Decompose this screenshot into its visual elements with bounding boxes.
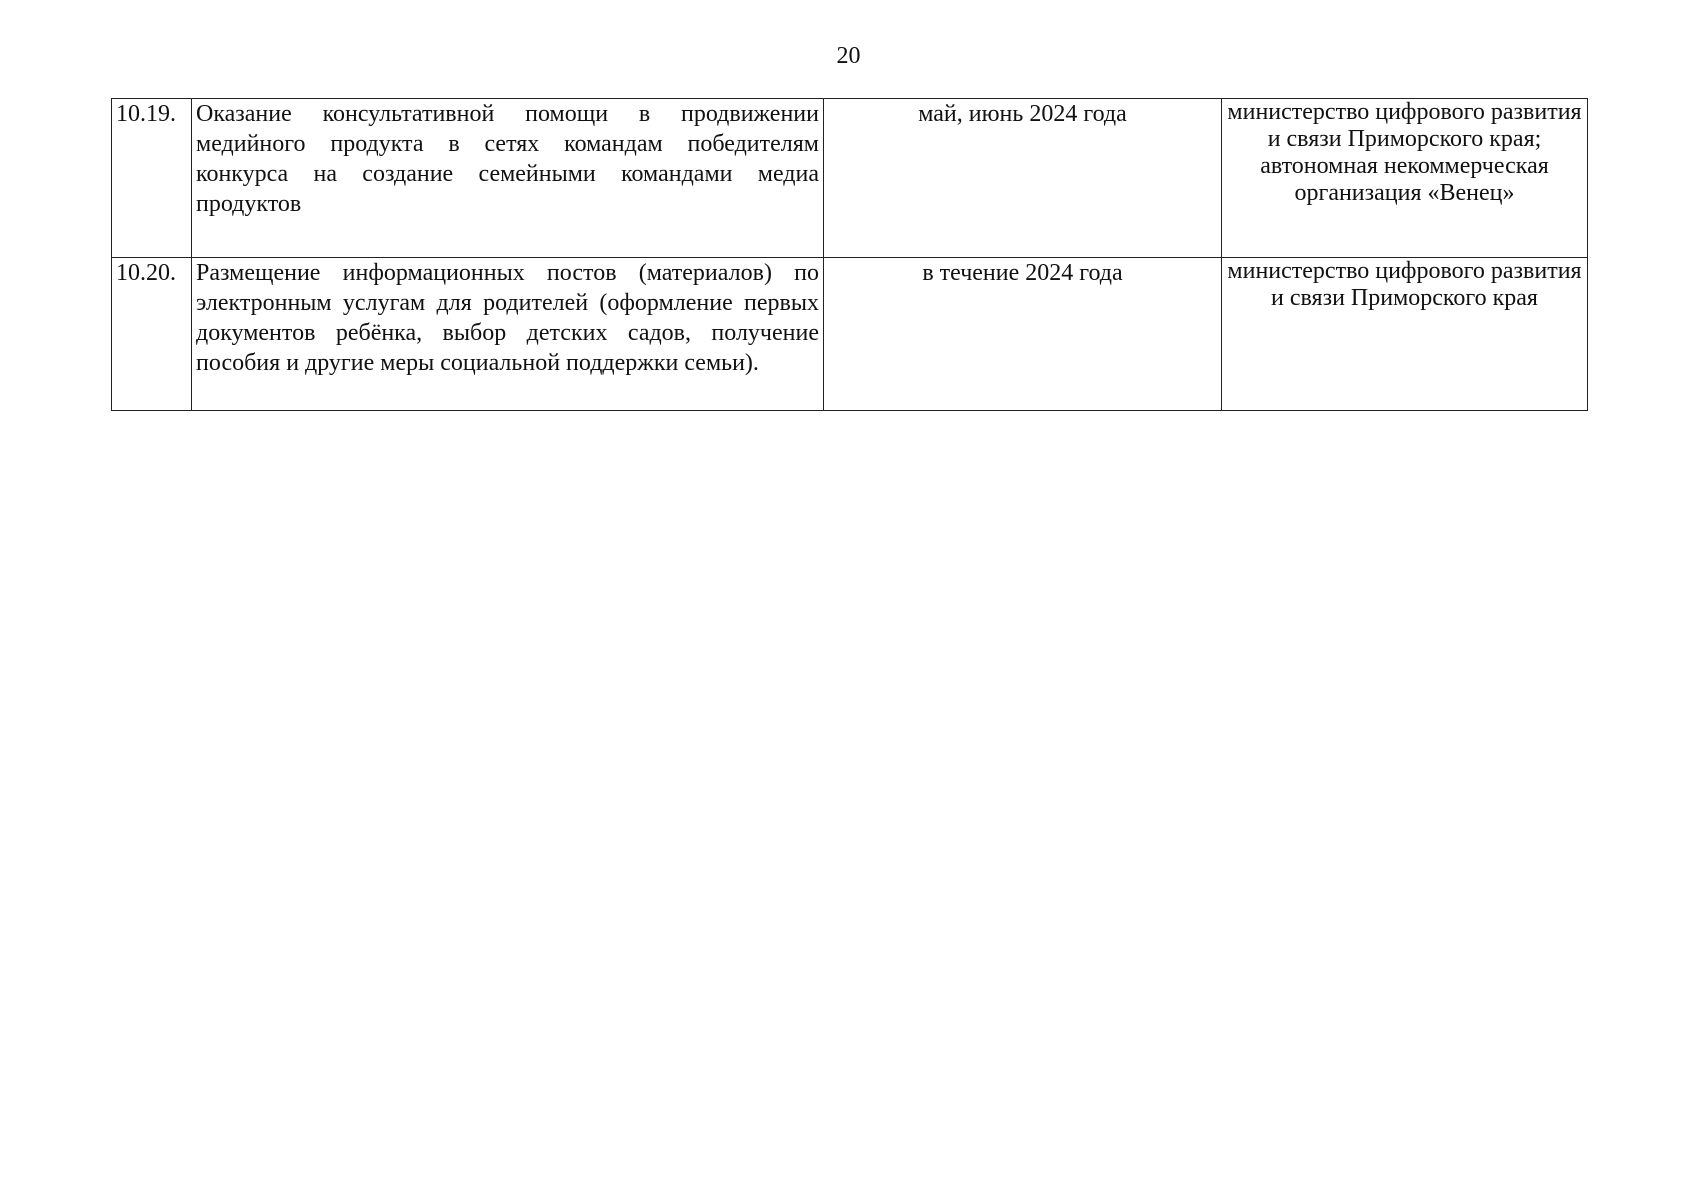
responsible-line: автономная некоммерческая организация «Венец» (1260, 153, 1549, 206)
item-responsible (1222, 258, 1588, 411)
table-row (112, 99, 1588, 258)
item-deadline: май, июнь 2024 года (824, 99, 1222, 258)
plan-table (111, 98, 1588, 411)
item-description: Оказание консультативной помощи в продвижении медийного продукта в сетях командам победителям конкурса на создание семейными командами медиа продуктов (192, 99, 824, 258)
responsible-line: министерство цифрового развития и связи Приморского края (1227, 258, 1582, 311)
item-number: 10.20. (112, 258, 192, 411)
item-deadline: в течение 2024 года (824, 258, 1222, 411)
item-number: 10.19. (112, 99, 192, 258)
item-responsible (1222, 99, 1588, 258)
responsible-line: министерство цифрового развития и связи Приморского края; (1227, 99, 1582, 152)
item-description: Размещение информационных постов (материалов) по электронным услугам для родителей (оформление первых документов ребёнка, выбор детских садов, получение пособия и другие меры социальной поддержки семьи). (192, 258, 824, 411)
page-number: 20 (836, 43, 861, 69)
table-row (112, 258, 1588, 411)
